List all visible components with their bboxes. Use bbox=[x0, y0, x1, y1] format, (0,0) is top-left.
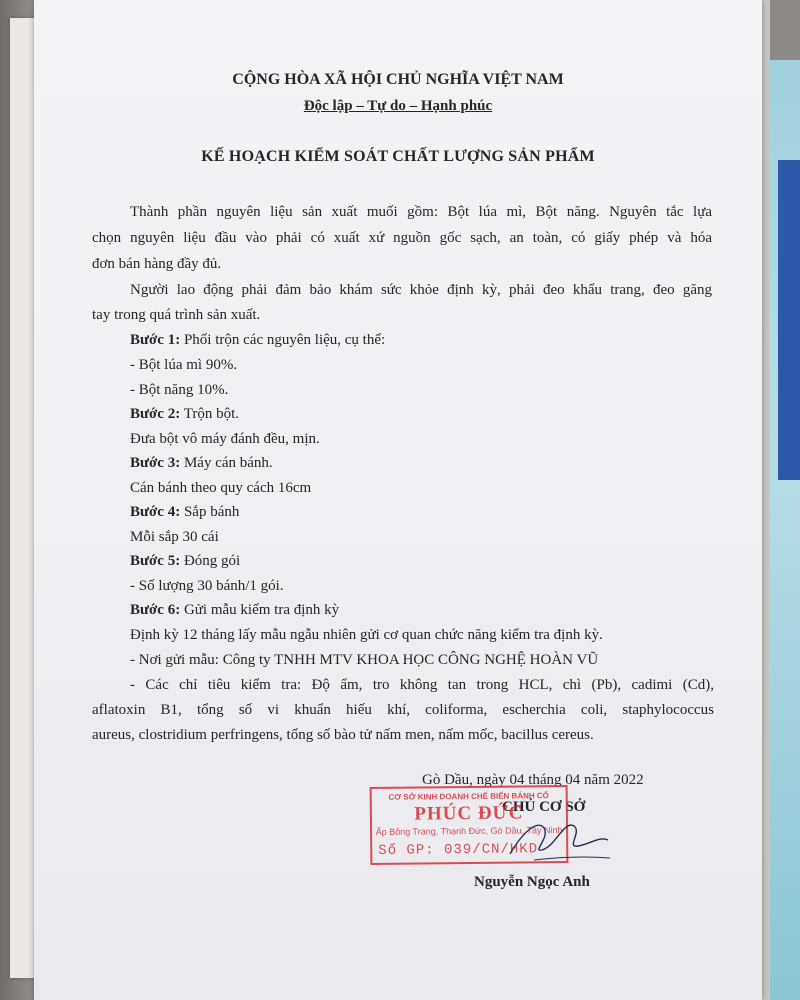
step-detail: - Bột năng 10%. bbox=[130, 382, 229, 398]
stamp-license: Số GP: 039/CN/HKD bbox=[378, 841, 539, 859]
stamp-line: CƠ SỞ KINH DOANH CHẾ BIẾN BÁNH CỐ bbox=[388, 791, 549, 802]
motto: Độc lập – Tự do – Hạnh phúc bbox=[303, 98, 493, 114]
step-detail: Mỗi sắp 30 cái bbox=[130, 529, 219, 545]
intro-line: Thành phần nguyên liệu sản xuất muối gồm: Bột lúa mì, Bột năng. Nguyên tắc lựa bbox=[130, 204, 712, 220]
step-6 bbox=[130, 600, 339, 620]
step-text: Phối trộn các nguyên liệu, cụ thể: bbox=[180, 332, 386, 348]
step-label: Bước 1: bbox=[130, 332, 181, 348]
intro-line: chọn nguyên liệu đầu vào phải có xuất xứ nguồn gốc sạch, an toàn, có giấy phép và hóa bbox=[92, 230, 712, 246]
criteria-line: - Các chỉ tiêu kiểm tra: Độ ẩm, tro không tan trong HCL, chì (Pb), cadimi (Cd), bbox=[130, 677, 714, 693]
step-1 bbox=[130, 330, 385, 350]
signature-image bbox=[504, 800, 614, 870]
step-text: Trộn bột. bbox=[180, 406, 239, 422]
step-5 bbox=[130, 551, 240, 571]
criteria-line: aureus, clostridium perfringens, tổng số bào tử nấm men, nấm mốc, bacillus cereus. bbox=[92, 727, 594, 743]
workers-line: tay trong quá trình sản xuất. bbox=[92, 307, 261, 323]
date-line: Gò Dầu, ngày 04 tháng 04 năm 2022 bbox=[422, 772, 644, 788]
country-header: CỘNG HÒA XÃ HỘI CHỦ NGHĨA VIỆT NAM bbox=[232, 71, 564, 88]
workers-line: Người lao động phải đảm bảo khám sức khỏe định kỳ, phải đeo khẩu trang, đeo găng bbox=[130, 282, 712, 298]
background-right-blue-tab bbox=[778, 160, 800, 480]
step-detail: Định kỳ 12 tháng lấy mẫu ngẫu nhiên gửi cơ quan chức năng kiểm tra định kỳ. bbox=[130, 627, 603, 643]
step-text: Gửi mẫu kiểm tra định kỳ bbox=[180, 602, 340, 618]
step-label: Bước 5: bbox=[130, 553, 181, 569]
step-label: Bước 3: bbox=[130, 455, 181, 471]
step-4 bbox=[130, 502, 239, 522]
step-detail: Đưa bột vô máy đánh đều, mịn. bbox=[130, 431, 320, 447]
step-detail: - Nơi gửi mẫu: Công ty TNHH MTV KHOA HỌC CÔNG NGHỆ HOÀN VŨ bbox=[130, 652, 599, 668]
step-text: Máy cán bánh. bbox=[180, 455, 273, 471]
criteria-line: aflatoxin B1, tổng số vi khuẩn hiếu khí, coliforma, escherchia coli, staphylococcus bbox=[92, 702, 714, 718]
stamp-address: Ấp Bông Trang, Thạnh Đức, Gò Dầu, Tây Ninh bbox=[375, 825, 563, 837]
document-page bbox=[34, 0, 762, 1000]
step-label: Bước 2: bbox=[130, 406, 181, 422]
document-title: KẾ HOẠCH KIỂM SOÁT CHẤT LƯỢNG SẢN PHẨM bbox=[201, 148, 595, 165]
step-text: Đóng gói bbox=[180, 553, 241, 569]
intro-line: đơn bán hàng đầy đủ. bbox=[92, 256, 222, 272]
signer-name: Nguyễn Ngọc Anh bbox=[474, 874, 590, 890]
step-label: Bước 4: bbox=[130, 504, 181, 520]
step-detail: Cán bánh theo quy cách 16cm bbox=[130, 480, 312, 496]
step-detail: - Bột lúa mì 90%. bbox=[130, 357, 238, 373]
step-label: Bước 6: bbox=[130, 602, 181, 618]
stamp-name: PHÚC ĐỨC bbox=[414, 802, 524, 825]
step-detail: - Số lượng 30 bánh/1 gói. bbox=[130, 578, 284, 594]
step-2 bbox=[130, 404, 239, 424]
step-3 bbox=[130, 453, 273, 473]
step-text: Sắp bánh bbox=[180, 504, 240, 520]
signer-role: CHỦ CƠ SỞ bbox=[502, 799, 586, 815]
